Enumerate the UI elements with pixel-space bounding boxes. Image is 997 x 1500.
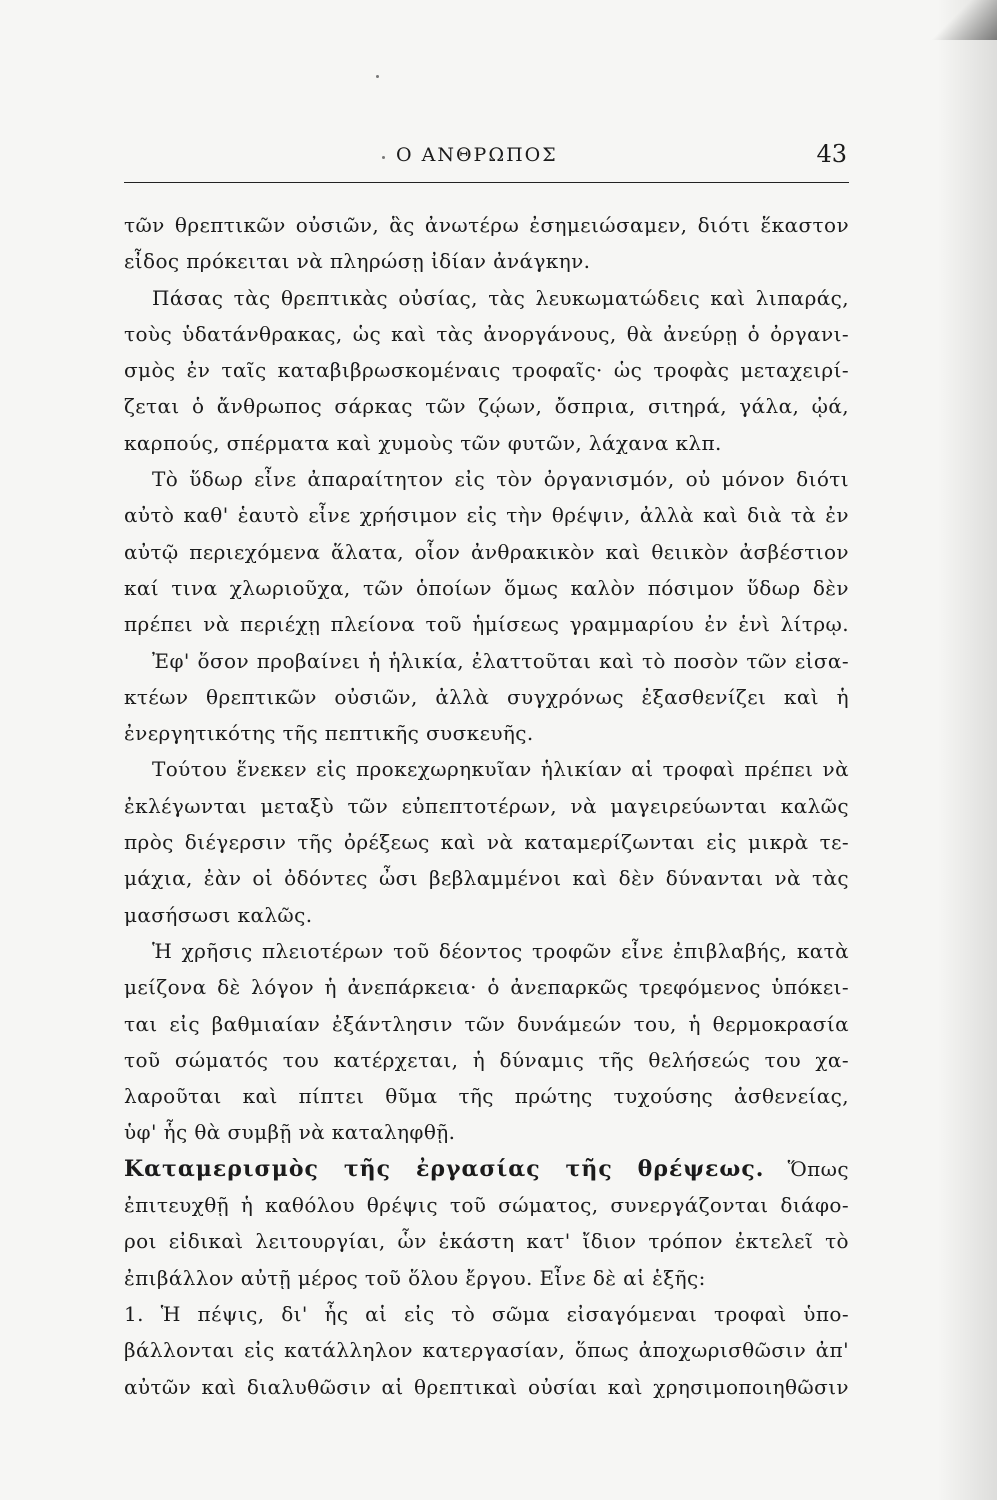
scan-speck: [376, 75, 379, 78]
text-line: μείζονα δὲ λόγον ἡ ἀνεπάρκεια· ὁ ἀνεπαρκῶς τρεφόμενος ὑπόκει-: [124, 975, 849, 1000]
running-title: Ο ΑΝΘΡΩΠΟΣ: [396, 144, 558, 166]
text-line: Τὸ ὕδωρ εἶνε ἀπαραίτητον εἰς τὸν ὀργανισμόν, οὐ μόνον διότι: [152, 467, 849, 492]
text-line: 1. Ἡ πέψις, δι' ἧς αἱ εἰς τὸ σῶμα εἰσαγόμεναι τροφαὶ ὑπο-: [124, 1301, 849, 1326]
text-line: πρέπει νὰ περιέχῃ πλείονα τοῦ ἡμίσεως γραμμαρίου ἐν ἑνὶ λίτρῳ.: [124, 612, 849, 637]
text-line: αὐτῶν καὶ διαλυθῶσιν αἱ θρεπτικαὶ οὐσίαι καὶ χρησιμοποιηθῶσιν: [124, 1374, 849, 1399]
section-heading: Καταμερισμὸς τῆς ἐργασίας τῆς θρέψεως.: [124, 1155, 765, 1182]
text-line: Ἐφ' ὅσον προβαίνει ἡ ἡλικία, ἐλαττοῦται καὶ τὸ ποσὸν τῶν εἰσα-: [152, 648, 849, 673]
text-line: μασήσωσι καλῶς.: [124, 902, 313, 927]
scan-speck: [382, 156, 385, 159]
text-line: κτέων θρεπτικῶν οὐσιῶν, ἀλλὰ συγχρόνως ἐξασθενίζει καὶ ἡ: [124, 684, 849, 709]
page-header: [124, 140, 849, 176]
text-line: ἐπιβάλλον αὐτῇ μέρος τοῦ ὅλου ἔργου. Εἶνε δὲ αἱ ἑξῆς:: [124, 1265, 706, 1290]
body-text: [124, 207, 849, 1405]
text-line: σμὸς ἐν ταῖς καταβιβρωσκομέναις τροφαῖς· ὡς τροφὰς μεταχειρί-: [124, 358, 849, 383]
text-line: Τούτου ἕνεκεν εἰς προκεχωρηκυῖαν ἡλικίαν αἱ τροφαὶ πρέπει νὰ: [152, 757, 849, 782]
text-line: πρὸς διέγερσιν τῆς ὀρέξεως καὶ νὰ καταμερίζωνται εἰς μικρὰ τε-: [124, 830, 849, 855]
text-line: βάλλονται εἰς κατάλληλον κατεργασίαν, ὅπως ἀποχωρισθῶσιν ἀπ': [124, 1338, 849, 1363]
text-line: ἐνεργητικότης τῆς πεπτικῆς συσκευῆς.: [124, 721, 534, 746]
section-heading-line: [124, 1151, 849, 1187]
text-line: ροι εἰδικαὶ λειτουργίαι, ὧν ἑκάστη κατ' ἴδιον τρόπον ἐκτελεῖ τὸ: [124, 1229, 849, 1254]
text-line: καί τινα χλωριοῦχα, τῶν ὁποίων ὅμως καλὸν πόσιμον ὕδωρ δὲν: [124, 575, 849, 600]
page-corner-curl: [917, 0, 997, 40]
text-line: αὐτῷ περιεχόμενα ἅλατα, οἷον ἀνθρακικὸν καὶ θειικὸν ἀσβέστιον: [124, 539, 849, 564]
text-line: ζεται ὁ ἄνθρωπος σάρκας τῶν ζῴων, ὄσπρια, σιτηρά, γάλα, ᾠά,: [124, 394, 849, 419]
section-heading-tail: Ὅπως: [764, 1156, 849, 1181]
text-line: καρπούς, σπέρματα καὶ χυμοὺς τῶν φυτῶν, λάχανα κλπ.: [124, 430, 722, 455]
text-line: μάχια, ἐὰν οἱ ὀδόντες ὦσι βεβλαμμένοι καὶ δὲν δύνανται νὰ τὰς: [124, 866, 849, 891]
text-line: εἶδος πρόκειται νὰ πληρώσῃ ἰδίαν ἀνάγκην.: [124, 249, 591, 274]
text-line: τοῦ σώματός του κατέρχεται, ἡ δύναμις τῆς θελήσεώς του χα-: [124, 1047, 849, 1072]
text-line: αὐτὸ καθ' ἑαυτὸ εἶνε χρήσιμον εἰς τὴν θρέψιν, ἀλλὰ καὶ διὰ τὰ ἐν: [124, 503, 849, 528]
text-line: τῶν θρεπτικῶν οὐσιῶν, ἃς ἀνωτέρω ἐσημειώσαμεν, διότι ἕκαστον: [124, 213, 849, 237]
page-number: 43: [816, 140, 847, 168]
page-edge-shadow: [937, 0, 997, 1500]
text-line: τοὺς ὑδατάνθρακας, ὡς καὶ τὰς ἀνοργάνους, θὰ ἀνεύρῃ ὁ ὀργανι-: [124, 321, 849, 346]
text-line: ὑφ' ἧς θὰ συμβῇ νὰ καταληφθῇ.: [124, 1120, 456, 1145]
text-line: ἐκλέγωνται μεταξὺ τῶν εὐπεπτοτέρων, νὰ μαγειρεύωνται καλῶς: [124, 793, 849, 818]
text-line: Πάσας τὰς θρεπτικὰς οὐσίας, τὰς λευκωματώδεις καὶ λιπαράς,: [152, 285, 849, 310]
text-line: ται εἰς βαθμιαίαν ἐξάντλησιν τῶν δυνάμεών του, ἡ θερμοκρασία: [124, 1011, 849, 1036]
text-line: Ἡ χρῆσις πλειοτέρων τοῦ δέοντος τροφῶν εἶνε ἐπιβλαβής, κατὰ: [152, 938, 849, 963]
text-line: ἐπιτευχθῇ ἡ καθόλου θρέψις τοῦ σώματος, συνεργάζονται διάφο-: [124, 1193, 849, 1218]
header-rule: [124, 182, 849, 183]
text-line: λαροῦται καὶ πίπτει θῦμα τῆς πρώτης τυχούσης ἀσθενείας,: [124, 1084, 849, 1109]
